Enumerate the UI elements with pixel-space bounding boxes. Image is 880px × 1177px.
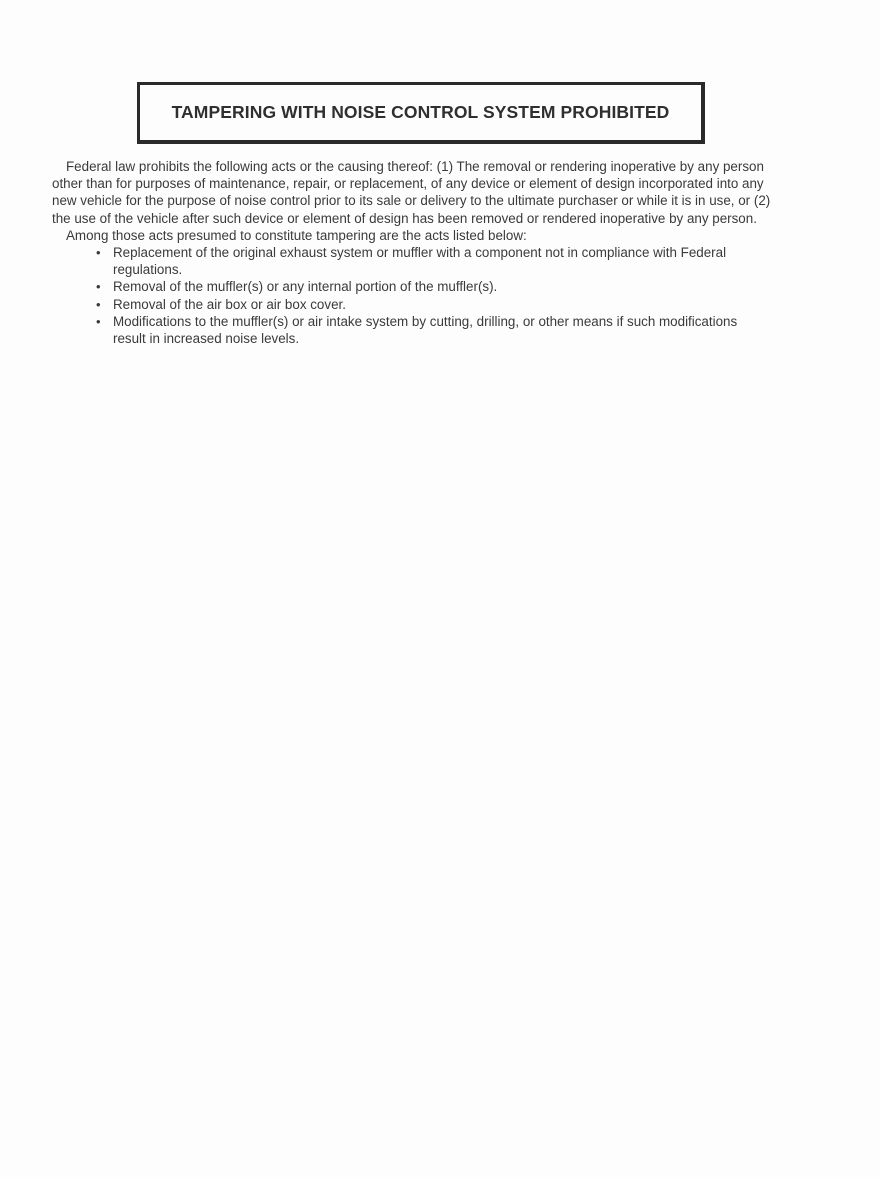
list-item-line: Replacement of the original exhaust system or muffler with a component not in compliance with Federal [113, 245, 727, 261]
title-box [137, 82, 705, 144]
document-body [52, 158, 792, 347]
bullet-icon: • [96, 279, 101, 295]
tampering-acts-list [52, 244, 792, 347]
list-item-line: Removal of the muffler(s) or any internal portion of the muffler(s). [113, 279, 498, 295]
list-item [52, 296, 792, 313]
list-item-line: regulations. [113, 262, 183, 278]
list-item [52, 244, 792, 278]
bullet-icon: • [96, 313, 101, 329]
bullet-icon: • [96, 296, 101, 312]
bullet-icon: • [96, 245, 101, 261]
list-item-line: Removal of the air box or air box cover. [113, 296, 346, 312]
tampering-intro: Among those acts presumed to constitute tampering are the acts listed below: [66, 227, 527, 243]
list-item-line: result in increased noise levels. [113, 331, 300, 347]
federal-law-paragraph [52, 158, 792, 227]
list-item [52, 278, 792, 295]
paragraph-line: the use of the vehicle after such device or element of design has been removed or rendered inoperative by any person. [52, 210, 757, 226]
list-item [52, 313, 792, 347]
list-item-line: Modifications to the muffler(s) or air intake system by cutting, drilling, or other means if such modifications [113, 313, 738, 329]
paragraph-line: other than for purposes of maintenance, repair, or replacement, of any device or element of design incorporated into any [52, 176, 764, 192]
paragraph-line: new vehicle for the purpose of noise control prior to its sale or delivery to the ultimate purchaser or while it is in use, or (2) [52, 193, 771, 209]
document-title: TAMPERING WITH NOISE CONTROL SYSTEM PROHIBITED [171, 102, 670, 122]
paragraph-line: Federal law prohibits the following acts or the causing thereof: (1) The removal or rendering inoperative by any person [66, 159, 764, 174]
